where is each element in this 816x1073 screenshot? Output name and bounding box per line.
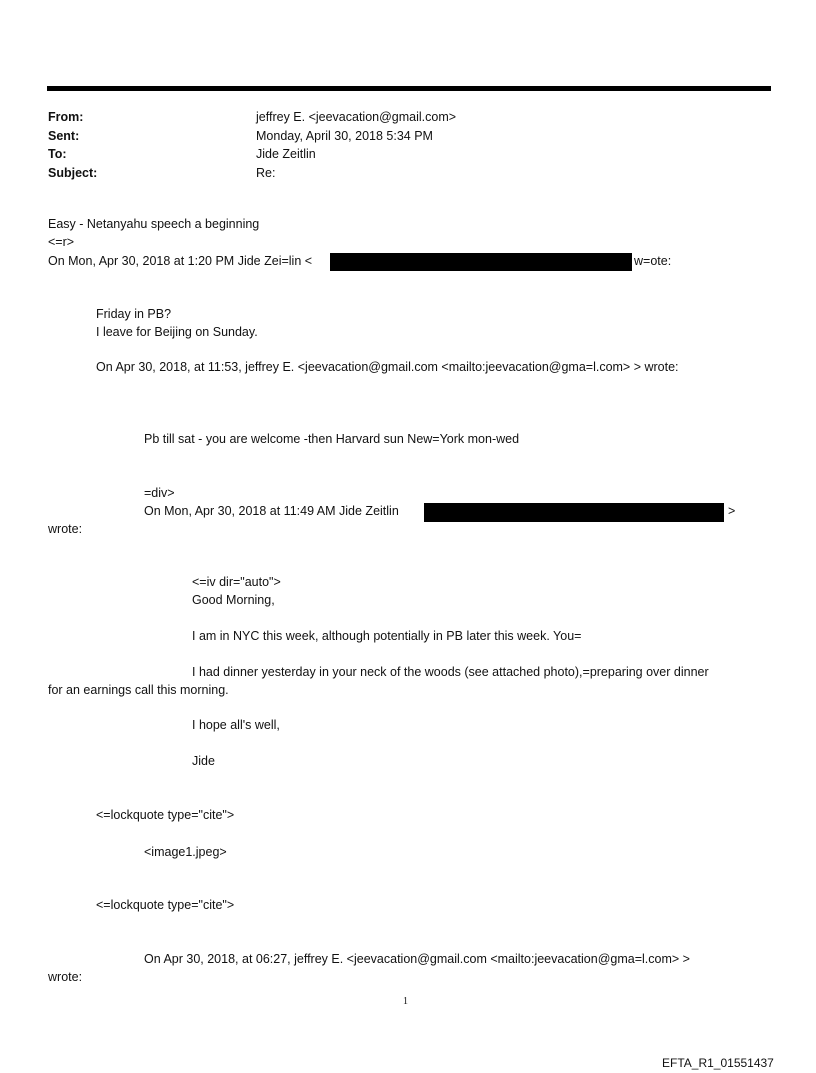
body-line: I am in NYC this week, although potentially in PB later this week. You=	[192, 629, 582, 643]
body-line: =div>	[144, 486, 175, 500]
body-line: wrote:	[48, 970, 83, 984]
body-line: <=iv dir="auto">	[192, 575, 281, 589]
body-line: <=lockquote type="cite">	[96, 898, 235, 912]
body-line: Easy - Netanyahu speech a beginning	[48, 217, 260, 231]
body-line: I had dinner yesterday in your neck of the woods (see attached photo),=preparing over dinner	[192, 665, 709, 679]
sent-label: Sent:	[48, 128, 80, 143]
body-line: >	[728, 504, 736, 518]
body-line: On Mon, Apr 30, 2018 at 1:20 PM Jide Zei=lin <	[48, 254, 313, 268]
body-line: <image1.jpeg>	[144, 845, 227, 859]
body-line: I hope all's well,	[192, 718, 280, 732]
from-label: From:	[48, 110, 84, 124]
redaction-bar	[330, 253, 632, 271]
subject-value: Re:	[256, 165, 276, 180]
subject-label: Subject:	[48, 165, 98, 180]
body-line: On Mon, Apr 30, 2018 at 11:49 AM Jide Zeitlin	[144, 504, 399, 518]
body-line: Good Morning,	[192, 593, 275, 607]
redaction-bar	[424, 503, 724, 522]
sent-value: Monday, April 30, 2018 5:34 PM	[256, 128, 433, 143]
body-line: Jide	[192, 754, 215, 768]
to-value: Jide Zeitlin	[256, 147, 316, 161]
body-line: wrote:	[48, 522, 83, 536]
body-line: Pb till sat - you are welcome -then Harvard sun New=York mon-wed	[144, 432, 520, 446]
body-line: <=lockquote type="cite">	[96, 808, 235, 822]
header-rule	[47, 86, 771, 91]
body-line: On Apr 30, 2018, at 11:53, jeffrey E. <jeevacation@gmail.com <mailto:jeevacation@gma=l.com> > wrote:	[96, 360, 679, 374]
body-line: On Apr 30, 2018, at 06:27, jeffrey E. <jeevacation@gmail.com <mailto:jeevacation@gma=l.com> >	[144, 952, 690, 966]
body-line: Friday in PB?	[96, 307, 172, 321]
page-number: 1	[403, 996, 408, 1007]
body-line: w=ote:	[634, 254, 672, 268]
body-line: <=r>	[48, 235, 75, 249]
body-line: I leave for Beijing on Sunday.	[96, 325, 258, 339]
body-line: for an earnings call this morning.	[48, 683, 229, 697]
to-label: To:	[48, 147, 67, 161]
document-id: EFTA_R1_01551437	[662, 1056, 774, 1070]
from-value: jeffrey E. <jeevacation@gmail.com>	[256, 110, 457, 124]
